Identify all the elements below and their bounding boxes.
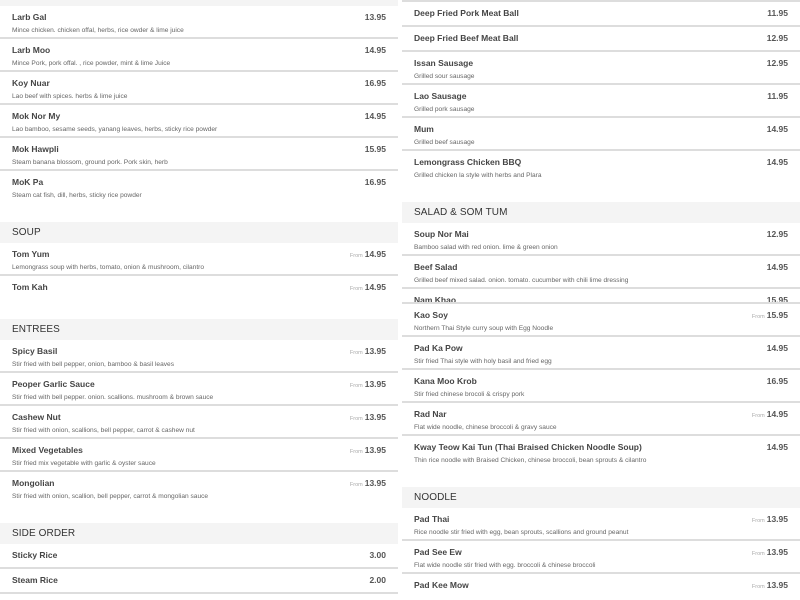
item-name: Steam Rice <box>12 575 58 585</box>
item-name: Sticky Rice <box>12 550 58 560</box>
section-title: SIDE ORDER <box>0 523 398 544</box>
item-name: Larb Gal <box>12 12 47 22</box>
price-value: 14.95 <box>766 262 788 272</box>
item-description: Thin rice noodle with Braised Chicken, chinese broccoli, bean sprouts & cilantro <box>414 457 647 464</box>
item-name: Issan Sausage <box>414 58 474 68</box>
menu-column-right <box>402 0 800 600</box>
item-name: Pad Kee Mow <box>414 580 469 590</box>
item-price <box>767 342 788 354</box>
item-name: Larb Moo <box>12 45 51 55</box>
item-price <box>365 44 386 56</box>
menu-item[interactable] <box>402 337 800 370</box>
item-price <box>767 123 788 135</box>
item-name: Soup Nor Mai <box>414 229 469 239</box>
item-name: Kao Soy <box>414 310 449 320</box>
menu-item[interactable] <box>402 118 800 151</box>
item-price <box>767 57 788 69</box>
menu-item[interactable] <box>402 27 800 52</box>
price-value: 16.95 <box>766 376 788 386</box>
menu-section <box>0 319 398 503</box>
menu-item[interactable] <box>0 569 398 594</box>
item-description: Grilled beef sausage <box>414 139 475 146</box>
price-value: 13.95 <box>364 445 386 455</box>
price-from-label: From <box>349 482 363 488</box>
menu-item[interactable] <box>0 171 398 202</box>
menu-section <box>0 523 398 594</box>
price-from-label: From <box>751 584 765 590</box>
menu-item[interactable] <box>402 541 800 574</box>
item-name: Nam Khao <box>414 295 457 304</box>
item-name: Pad See Ew <box>414 547 462 557</box>
item-name: Kana Moo Krob <box>414 376 477 386</box>
menu-item[interactable] <box>402 52 800 85</box>
price-value: 14.95 <box>364 111 386 121</box>
menu-item[interactable] <box>0 544 398 569</box>
item-price <box>767 228 788 240</box>
menu-item[interactable] <box>0 138 398 171</box>
item-name: Pad Thai <box>414 514 450 524</box>
item-name: Mok Nor My <box>12 111 61 121</box>
price-value: 16.95 <box>364 177 386 187</box>
section-title: ENTREES <box>0 319 398 340</box>
item-name: Cashew Nut <box>12 412 61 422</box>
menu-item[interactable] <box>0 373 398 406</box>
price-value: 16.95 <box>364 78 386 88</box>
item-name: Pad Ka Pow <box>414 343 463 353</box>
item-name: Kway Teow Kai Tun (Thai Braised Chicken Noodle Soup) <box>414 442 642 452</box>
item-price <box>350 477 386 491</box>
item-description: Grilled pork sausage <box>414 106 475 113</box>
menu-item[interactable] <box>0 39 398 72</box>
menu-item[interactable] <box>402 574 800 597</box>
item-name: Mok Hawpli <box>12 144 59 154</box>
section-title: NOODLE <box>402 487 800 508</box>
price-from-label: From <box>751 551 765 557</box>
price-value: 14.95 <box>766 124 788 134</box>
item-price <box>369 574 386 586</box>
item-price <box>365 11 386 23</box>
price-value: 14.95 <box>766 409 788 419</box>
item-description: Northern Thai Style curry soup with Egg Noodle <box>414 325 554 332</box>
item-name: Mum <box>414 124 434 134</box>
item-description: Grilled sour sausage <box>414 73 475 80</box>
menu-item[interactable] <box>402 289 800 304</box>
item-description: Lao bamboo, sesame seeds, yanang leaves, herbs, sticky rice powder <box>12 126 218 133</box>
price-from-label: From <box>349 383 363 389</box>
menu-section <box>0 222 398 299</box>
menu-item[interactable] <box>402 304 800 337</box>
item-description: Stir fried chinese brocoli & crispy pork <box>414 391 525 398</box>
price-value: 3.00 <box>369 550 386 560</box>
item-description: Grilled chicken la style with herbs and Plara <box>414 172 542 179</box>
item-name: MoK Pa <box>12 177 44 187</box>
item-description: Bamboo salad with red onion. lime & green onion <box>414 244 558 251</box>
item-price <box>767 7 788 19</box>
price-value: 13.95 <box>364 478 386 488</box>
menu-item[interactable] <box>402 2 800 27</box>
item-price <box>767 375 788 387</box>
item-price <box>752 579 788 593</box>
menu-section <box>0 6 398 202</box>
menu-section <box>402 202 800 467</box>
menu-item[interactable] <box>0 472 398 503</box>
price-from-label: From <box>751 518 765 524</box>
price-value: 13.95 <box>364 12 386 22</box>
item-price <box>365 176 386 188</box>
price-value: 14.95 <box>364 45 386 55</box>
item-description: Mince Pork, pork offal. , rice powder, mint & lime Juice <box>12 60 171 67</box>
item-name: Mixed Vegetables <box>12 445 83 455</box>
item-name: Peoper Garlic Sauce <box>12 379 95 389</box>
item-price <box>369 549 386 561</box>
item-price <box>365 77 386 89</box>
item-price <box>350 411 386 425</box>
item-price <box>767 32 788 44</box>
item-description: Flat wide noodle, chinese broccoli & gravy sauce <box>414 424 557 431</box>
price-value: 14.95 <box>364 282 386 292</box>
menu-section <box>402 487 800 597</box>
item-description: Lao beef with spices. herbs & lime juice <box>12 93 128 100</box>
price-from-label: From <box>349 253 363 259</box>
price-from-label: From <box>349 286 363 292</box>
menu-column-left <box>0 0 398 600</box>
item-price <box>767 261 788 273</box>
price-value: 15.95 <box>364 144 386 154</box>
menu-item[interactable] <box>0 406 398 439</box>
item-price <box>350 444 386 458</box>
item-description: Stir fried with onion, scallion, bell pepper, carrot & mongolian sauce <box>12 493 209 500</box>
price-from-label: From <box>349 350 363 356</box>
item-description: Mince chicken. chicken offal, herbs, rice owder & lime juice <box>12 27 184 34</box>
price-from-label: From <box>751 314 765 320</box>
item-name: Rad Nar <box>414 409 447 419</box>
price-from-label: From <box>751 413 765 419</box>
menu-item[interactable] <box>0 439 398 472</box>
section-title: SALAD & SOM TUM <box>402 202 800 223</box>
price-value: 15.95 <box>766 310 788 320</box>
item-price <box>752 408 788 422</box>
menu-item[interactable] <box>0 105 398 138</box>
menu-item[interactable] <box>402 403 800 436</box>
menu-item[interactable] <box>402 370 800 403</box>
item-description: Rice noodle stir fried with egg, bean sprouts, scallions and ground peanut <box>414 529 629 536</box>
price-value: 14.95 <box>766 442 788 452</box>
menu-item[interactable] <box>0 276 398 299</box>
item-price <box>767 441 788 453</box>
menu-item[interactable] <box>0 340 398 373</box>
menu-item[interactable] <box>402 223 800 256</box>
item-name: Tom Kah <box>12 282 48 292</box>
menu-item[interactable] <box>0 243 398 276</box>
price-value: 12.95 <box>766 58 788 68</box>
item-description: Stir fried mix vegetable with garlic & oyster sauce <box>12 460 156 467</box>
item-name: Tom Yum <box>12 249 50 259</box>
menu-item[interactable] <box>402 85 800 118</box>
price-value: 14.95 <box>766 343 788 353</box>
item-price <box>767 90 788 102</box>
item-price <box>365 110 386 122</box>
item-description: Stir fried with bell pepper, onion, bamboo & basil leaves <box>12 361 175 368</box>
price-value: 12.95 <box>766 33 788 43</box>
price-from-label: From <box>349 416 363 422</box>
item-price <box>365 143 386 155</box>
price-value: 15.95 <box>766 295 788 304</box>
menu-section <box>402 2 800 182</box>
menu-item[interactable] <box>402 508 800 541</box>
price-value: 12.95 <box>766 229 788 239</box>
price-value: 13.95 <box>766 547 788 557</box>
item-description: Flat wide noodle stir fried with egg. broccoli & chinese broccoli <box>414 562 596 569</box>
price-value: 14.95 <box>364 249 386 259</box>
item-name: Deep Fried Beef Meat Ball <box>414 33 519 43</box>
item-description: Grilled beef mixed salad. onion. tomato. cucumber with chili lime dressing <box>414 277 629 284</box>
price-value: 13.95 <box>364 412 386 422</box>
item-name: Lemongrass Chicken BBQ <box>414 157 522 167</box>
price-value: 2.00 <box>369 575 386 585</box>
item-price <box>350 248 386 262</box>
item-name: Koy Nuar <box>12 78 50 88</box>
item-price <box>767 156 788 168</box>
menu-item[interactable] <box>0 6 398 39</box>
menu-item[interactable] <box>402 151 800 182</box>
item-description: Stir fried with bell pepper. onion. scallions. mushroom & brown sauce <box>12 394 214 401</box>
price-value: 11.95 <box>767 8 788 18</box>
price-value: 13.95 <box>364 379 386 389</box>
item-price <box>350 345 386 359</box>
price-from-label: From <box>349 449 363 455</box>
menu-item[interactable] <box>402 256 800 289</box>
item-name: Spicy Basil <box>12 346 58 356</box>
menu-item[interactable] <box>0 72 398 105</box>
item-description: Steam banana blossom, ground pork. Pork skin, herb <box>12 159 168 166</box>
item-price <box>350 281 386 295</box>
item-description: Steam cat fish, dill, herbs, sticky rice powder <box>12 192 142 199</box>
item-name: Mongolian <box>12 478 55 488</box>
item-description: Lemongrass soup with herbs, tomato, onion & mushroom, cilantro <box>12 264 205 271</box>
item-price <box>752 513 788 527</box>
price-value: 14.95 <box>766 157 788 167</box>
item-name: Beef Salad <box>414 262 458 272</box>
section-title: SOUP <box>0 222 398 243</box>
item-name: Lao Sausage <box>414 91 467 101</box>
item-price <box>350 378 386 392</box>
item-name: Deep Fried Pork Meat Ball <box>414 8 519 18</box>
price-value: 13.95 <box>766 580 788 590</box>
menu-item[interactable] <box>402 436 800 467</box>
price-value: 11.95 <box>767 91 788 101</box>
item-price <box>752 546 788 560</box>
item-description: Stir fried Thai style with holy basil and fried egg <box>414 358 552 365</box>
price-value: 13.95 <box>766 514 788 524</box>
item-description: Stir fried with onion, scallions, bell pepper, carrot & cashew nut <box>12 427 195 434</box>
price-value: 13.95 <box>364 346 386 356</box>
item-price <box>752 309 788 323</box>
